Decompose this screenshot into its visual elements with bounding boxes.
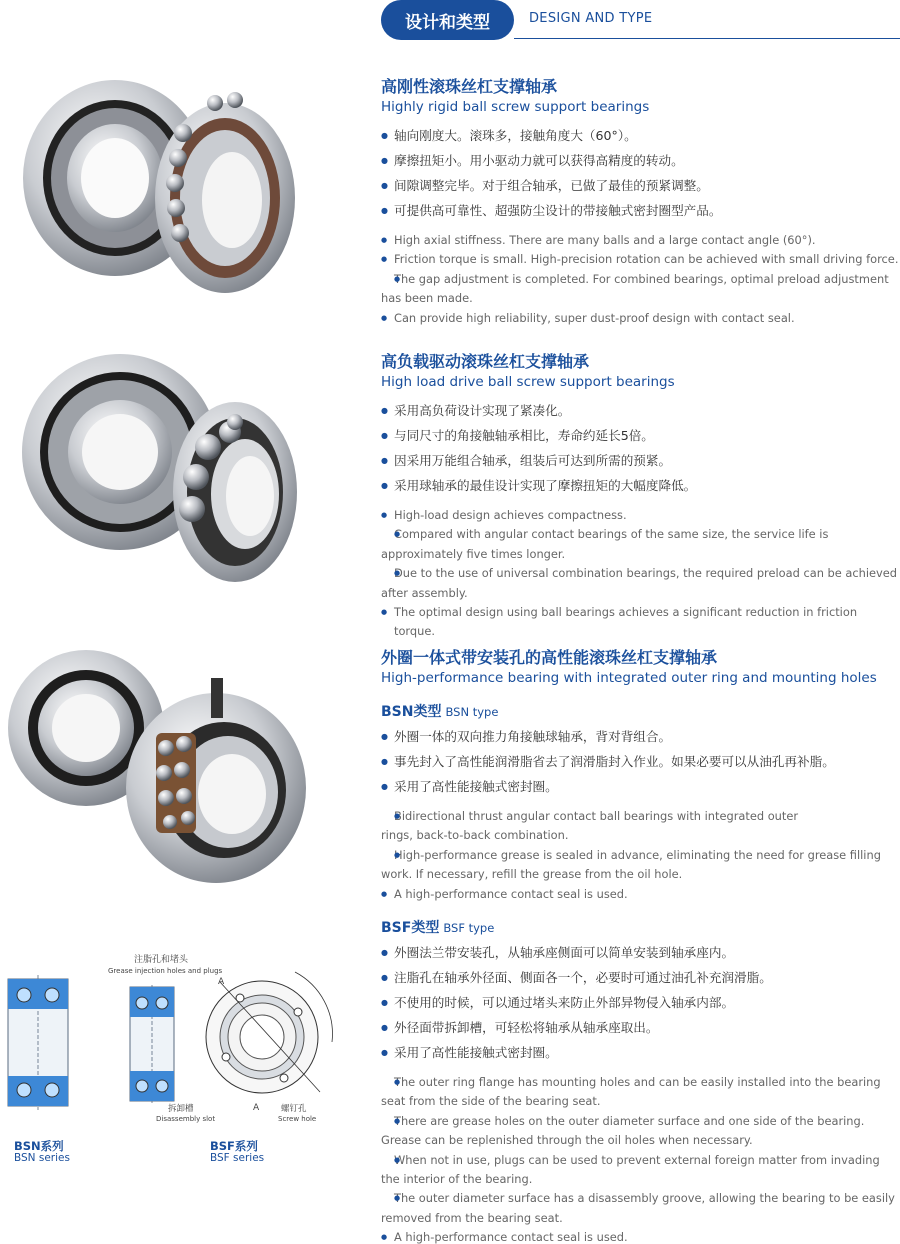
bullet-cn: ● 外圈法兰带安装孔，从轴承座侧面可以简单安装到轴承座内。	[381, 940, 900, 965]
bullet-cn: ● 轴向刚度大。滚珠多，接触角度大（60°）。	[381, 123, 900, 148]
bullet-en: ● Bidirectional thrust angular contact ball bearings with integrated outer rings, back-to-back combination.	[381, 807, 900, 846]
grease-label-en: Grease injection holes and plugs	[108, 967, 223, 975]
bullet-en: ● There are grease holes on the outer diameter surface and one side of the bearing. Grease can be replenished through the oil holes when necessary.	[381, 1112, 900, 1151]
bullet-en: ● The outer ring flange has mounting holes and can be easily installed into the bearing seat from the side of the bearing seat.	[381, 1073, 900, 1112]
bullet-cn: ● 注脂孔在轴承外径面、侧面各一个，必要时可通过油孔补充润滑脂。	[381, 965, 900, 990]
bearing-photo-rigid	[20, 78, 300, 308]
section-rigid-bearings	[381, 76, 900, 328]
subsection-title-cn: BSF类型	[381, 920, 440, 937]
grease-label-cn: 注脂孔和堵头	[134, 955, 189, 965]
section-title-cn: 高刚性滚珠丝杠支撑轴承	[381, 77, 558, 96]
section-mark-top: A	[218, 977, 225, 987]
bullet-en: ● Can provide high reliability, super dust-proof design with contact seal.	[381, 309, 900, 328]
bullet-list-en	[381, 506, 900, 642]
section-title-cn: 外圈一体式带安装孔的高性能滚珠丝杠支撑轴承	[381, 648, 718, 667]
bullet-list-en	[381, 807, 900, 904]
bullet-cn: ● 外圈一体的双向推力角接触球轴承，背对背组合。	[381, 724, 900, 749]
bullet-en: ● Due to the use of universal combination bearings, the required preload can be achieved after assembly.	[381, 564, 900, 603]
bullet-en: ● The optimal design using ball bearings achieves a significant reduction in friction torque.	[381, 603, 900, 642]
bullet-cn: ● 事先封入了高性能润滑脂省去了润滑脂封入作业。如果必要可以从油孔再补脂。	[381, 749, 900, 774]
bsn-cross-section-diagram	[6, 975, 70, 1110]
bullet-cn: ● 与同尺寸的角接触轴承相比，寿命约延长5倍。	[381, 423, 900, 448]
bullet-en: ● The gap adjustment is completed. For combined bearings, optimal preload adjustment has been made.	[381, 270, 900, 309]
bullet-list-cn	[381, 398, 900, 498]
subsection-title-en: BSN type	[445, 705, 499, 719]
bullet-cn: ● 采用高负荷设计实现了紧凑化。	[381, 398, 900, 423]
bullet-en: ● High-performance grease is sealed in advance, eliminating the need for grease filling work. If necessary, refill the grease from the oil hole.	[381, 846, 900, 885]
bsf-caption-cn: BSF系列	[210, 1139, 258, 1153]
section-title-en: High-performance bearing with integrated outer ring and mounting holes	[381, 670, 877, 686]
section-title-en: Highly rigid ball screw support bearings	[381, 99, 650, 115]
bullet-cn: ● 间隙调整完毕。对于组合轴承，已做了最佳的预紧调整。	[381, 173, 900, 198]
bullet-en: ● A high-performance contact seal is used.	[381, 1228, 900, 1244]
section-title-cn: 高负载驱动滚珠丝杠支撑轴承	[381, 352, 590, 371]
section-header-english: DESIGN AND TYPE	[529, 11, 653, 26]
section-mark-bottom: A	[253, 1103, 260, 1113]
subsection-title-en: BSF type	[443, 921, 495, 936]
bullet-list-cn	[381, 123, 900, 223]
bullet-en: ● A high-performance contact seal is used.	[381, 885, 900, 904]
bsf-cross-section-diagram	[128, 985, 176, 1103]
bullet-cn: ● 采用了高性能接触式密封圈。	[381, 1040, 900, 1065]
bullet-cn: ● 摩擦扭矩小。用小驱动力就可以获得高精度的转动。	[381, 148, 900, 173]
bullet-cn: ● 外径面带拆卸槽，可轻松将轴承从轴承座取出。	[381, 1015, 900, 1040]
bullet-cn: ● 采用了高性能接触式密封圈。	[381, 774, 900, 799]
screw-label-cn: 螺钉孔	[281, 1104, 307, 1114]
subsection-title-bsf	[381, 918, 900, 938]
bullet-list-cn	[381, 940, 900, 1065]
bullet-cn: ● 不使用的时候，可以通过堵头来防止外部异物侵入轴承内部。	[381, 990, 900, 1015]
bullet-en: ● When not in use, plugs can be used to prevent external foreign matter from invading the interior of the bearing.	[381, 1151, 900, 1190]
slot-label-cn: 拆卸槽	[168, 1104, 194, 1114]
screw-label-en: Screw hole	[278, 1115, 317, 1123]
bearing-photo-high-load	[20, 352, 300, 587]
header-divider	[514, 38, 900, 39]
bullet-en: ● High axial stiffness. There are many balls and a large contact angle (60°).	[381, 231, 900, 250]
bullet-list-en	[381, 1073, 900, 1244]
bullet-cn: ● 采用球轴承的最佳设计实现了摩擦扭矩的大幅度降低。	[381, 473, 900, 498]
subsection-title-bsn	[381, 702, 900, 722]
bullet-list-cn	[381, 724, 900, 799]
bullet-en: ● Friction torque is small. High-precision rotation can be achieved with small driving force.	[381, 250, 900, 269]
slot-label-en: Disassembly slot	[156, 1115, 216, 1123]
bullet-en: ● Compared with angular contact bearings of the same size, the service life is approximately five times longer.	[381, 525, 900, 564]
bullet-cn: ● 可提供高可靠性、超强防尘设计的带接触式密封圈型产品。	[381, 198, 900, 223]
section-header-pill: 设计和类型	[381, 0, 514, 40]
subsection-title-cn: BSN类型	[381, 704, 442, 720]
bullet-en: ● High-load design achieves compactness.	[381, 506, 900, 525]
bullet-list-en	[381, 231, 900, 328]
bsn-caption	[14, 1140, 70, 1164]
bsf-caption-en: BSF series	[210, 1152, 265, 1164]
bullet-en: ● The outer diameter surface has a disassembly groove, allowing the bearing to be easily removed from the bearing seat.	[381, 1189, 900, 1228]
section-integrated-bearings	[381, 647, 900, 1244]
bearing-photo-integrated	[6, 648, 306, 888]
bsf-caption	[210, 1140, 264, 1164]
section-title-en: High load drive ball screw support bearings	[381, 374, 675, 390]
bsn-caption-en: BSN series	[14, 1152, 70, 1164]
bullet-cn: ● 因采用万能组合轴承，组装后可达到所需的预紧。	[381, 448, 900, 473]
section-high-load-bearings	[381, 351, 900, 642]
bsn-caption-cn: BSN系列	[14, 1139, 64, 1153]
